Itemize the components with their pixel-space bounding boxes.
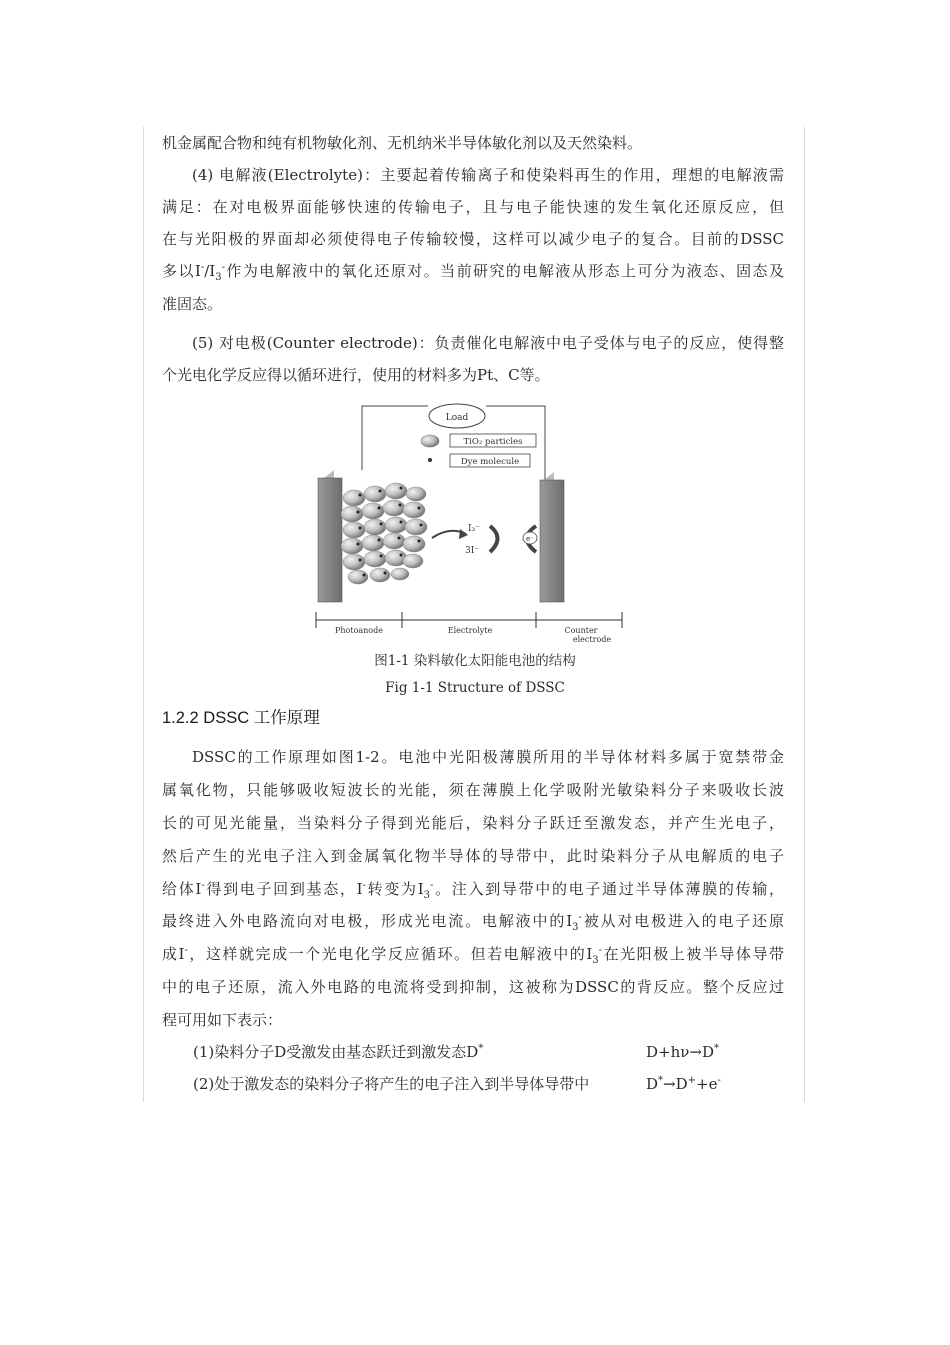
paragraph-line: 在与光阳极的界面却必须使得电子传输较慢，这样可以减少电子的复合。目前的DSSC	[162, 230, 784, 248]
paragraph-line: 满足：在对电极界面能够快速的传输电子，且与电子能快速的发生氧化还原反应，但	[162, 198, 784, 216]
equation-1-text: (1)染料分子D受激发由基态跃迁到激发态D*	[193, 1043, 484, 1061]
paragraph-line: 最终进入外电路流向对电极，形成光电流。电解液中的$I_3^-$被从对电极进入的电子还原	[162, 912, 784, 933]
equation-2-formula: D*→D++e-	[646, 1075, 721, 1093]
dye-legend-icon	[428, 458, 432, 462]
tio2-legend-icon	[421, 435, 439, 447]
tio2-legend-label: TiO₂ particles	[463, 437, 523, 447]
equation-2-text: (2)处于激发态的染料分子将产生的电子注入到半导体导带中	[193, 1075, 590, 1093]
paragraph-line: 中的电子还原，流入外电路的电流将受到抑制，这被称为DSSC的背反应。整个反应过	[162, 978, 784, 996]
paragraph-line: 长的可见光能量，当染料分子得到光能后，染料分子跃迁至激发态，并产生光电子，	[162, 814, 784, 832]
redox-arrowhead	[459, 529, 468, 539]
circuit-wire	[362, 406, 428, 470]
counter-label: electrode	[572, 635, 612, 644]
paragraph-line: 机金属配合物和纯有机物敏化剂、无机纳米半导体敏化剂以及天然染料。	[162, 134, 643, 152]
paragraph-line: 准固态。	[162, 295, 223, 313]
load-label: Load	[445, 413, 469, 423]
dssc-structure-figure	[300, 398, 640, 648]
photoanode-plate	[318, 478, 342, 602]
paragraph-line: 成I-，这样就完成一个光电化学反应循环。但若电解液中的$I_3^-$在光阳极上被半导体导带	[162, 945, 784, 966]
paragraph-line: DSSC的工作原理如图1-2。电池中光阳极薄膜所用的半导体材料多属于宽禁带金	[192, 748, 784, 766]
tio2-particle-cluster	[341, 483, 427, 584]
figure-caption-cn: 图1-1 染料敏化太阳能电池的结构	[374, 653, 576, 669]
section-heading: 1.2.2 DSSC 工作原理	[162, 709, 320, 727]
i3-label: I₃⁻	[468, 524, 480, 534]
equation-1-formula: D+hν→D*	[646, 1043, 719, 1061]
paragraph-line: 程可用如下表示：	[162, 1011, 283, 1029]
dye-legend-label: Dye molecule	[460, 457, 520, 467]
photoanode-label: Photoanode	[335, 626, 383, 635]
i-minus-label: 3I⁻	[465, 546, 480, 556]
paragraph-line: 属氧化物，只能够吸收短波长的光能，须在薄膜上化学吸附光敏染料分子来吸收长波	[162, 781, 784, 799]
paragraph-line: 然后产生的光电子注入到金属氧化物半导体的导带中，此时染料分子从电解质的电子	[162, 847, 784, 865]
paragraph-line: (5) 对电极(Counter electrode)：负责催化电解液中电子受体与电子的反应，使得整	[192, 334, 784, 352]
paragraph-line: 给体I-得到电子回到基态，I-转变为$I_3^-$。注入到导带中的电子通过半导体薄膜的传输，	[162, 880, 784, 901]
cycle-arrow	[490, 526, 498, 552]
electrolyte-label: Electrolyte	[447, 626, 493, 635]
paragraph-line: 多以$I^-/I_3^-$作为电解液中的氧化还原对。当前研究的电解液从形态上可分为液态、固态及	[162, 262, 784, 283]
figure-caption-en: Fig 1-1 Structure of DSSC	[385, 680, 565, 696]
paragraph-line: 个光电化学反应得以循环进行，使用的材料多为Pt、C等。	[162, 366, 550, 384]
electron-label: e⁻	[526, 535, 534, 543]
counter-label: Counter	[564, 626, 598, 635]
counter-electrode-plate	[540, 480, 564, 602]
paragraph-line: (4) 电解液(Electrolyte)：主要起着传输离子和使染料再生的作用，理想的电解液需	[192, 166, 784, 184]
